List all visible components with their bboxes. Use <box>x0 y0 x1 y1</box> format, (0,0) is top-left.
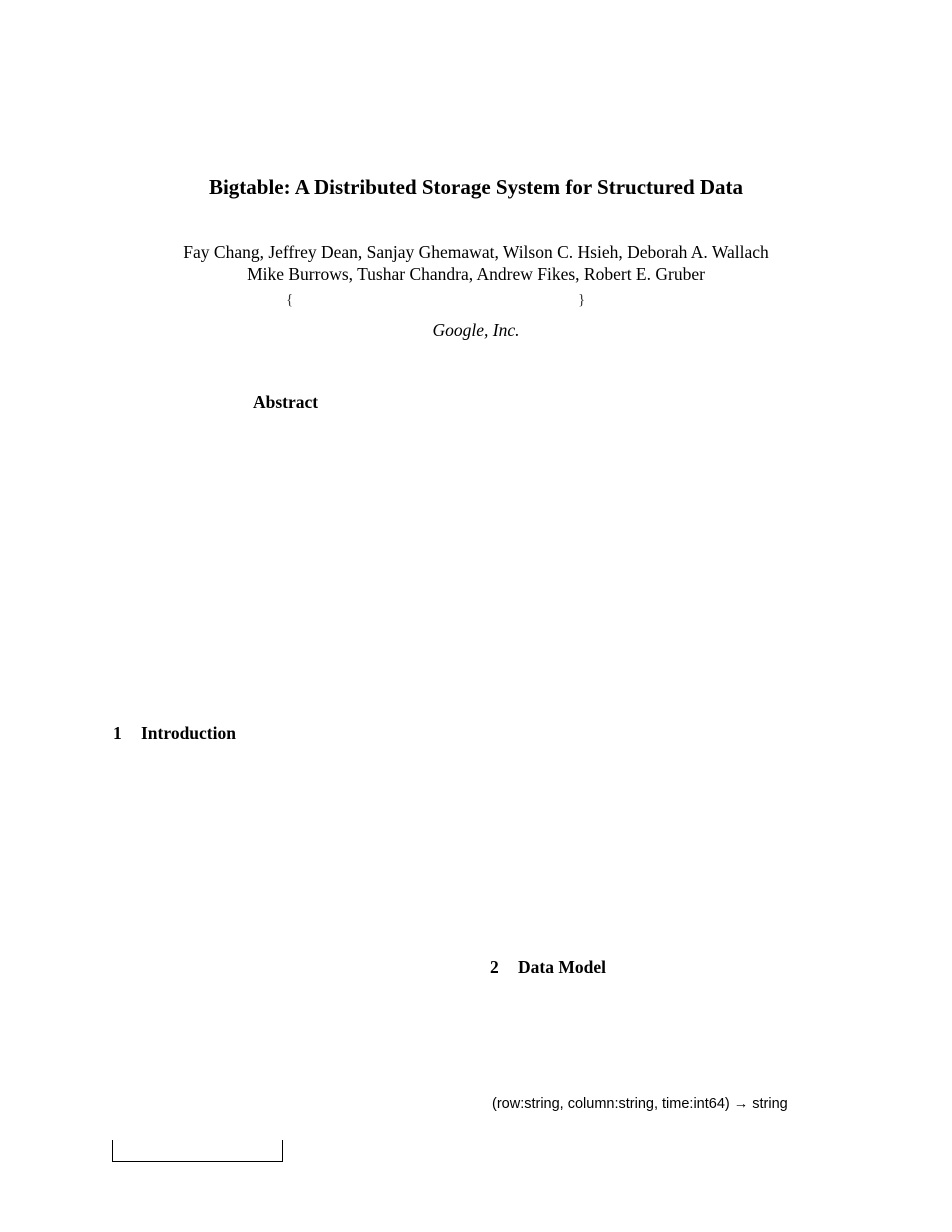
authors-line-2: Mike Burrows, Tushar Chandra, Andrew Fikes, Robert E. Gruber <box>247 264 705 284</box>
section-heading-data-model <box>490 956 606 978</box>
section-number: 1 <box>113 723 122 743</box>
paper-title: Bigtable: A Distributed Storage System for Structured Data <box>208 175 744 199</box>
email-brace-close: } <box>578 292 586 308</box>
section-number: 2 <box>490 957 499 977</box>
authors-line-1: Fay Chang, Jeffrey Dean, Sanjay Ghemawat, Wilson C. Hsieh, Deborah A. Wallach <box>183 242 769 262</box>
email-brace-open: { <box>286 292 294 308</box>
section-title: Introduction <box>141 723 236 743</box>
section-heading-introduction <box>113 722 236 744</box>
affiliation: Google, Inc. <box>432 320 520 340</box>
map-signature-formula: (row:string, column:string, time:int64) → string <box>492 1096 788 1112</box>
section-title: Data Model <box>518 957 606 977</box>
footnote-box <box>112 1140 283 1162</box>
abstract-heading: Abstract <box>253 392 319 412</box>
